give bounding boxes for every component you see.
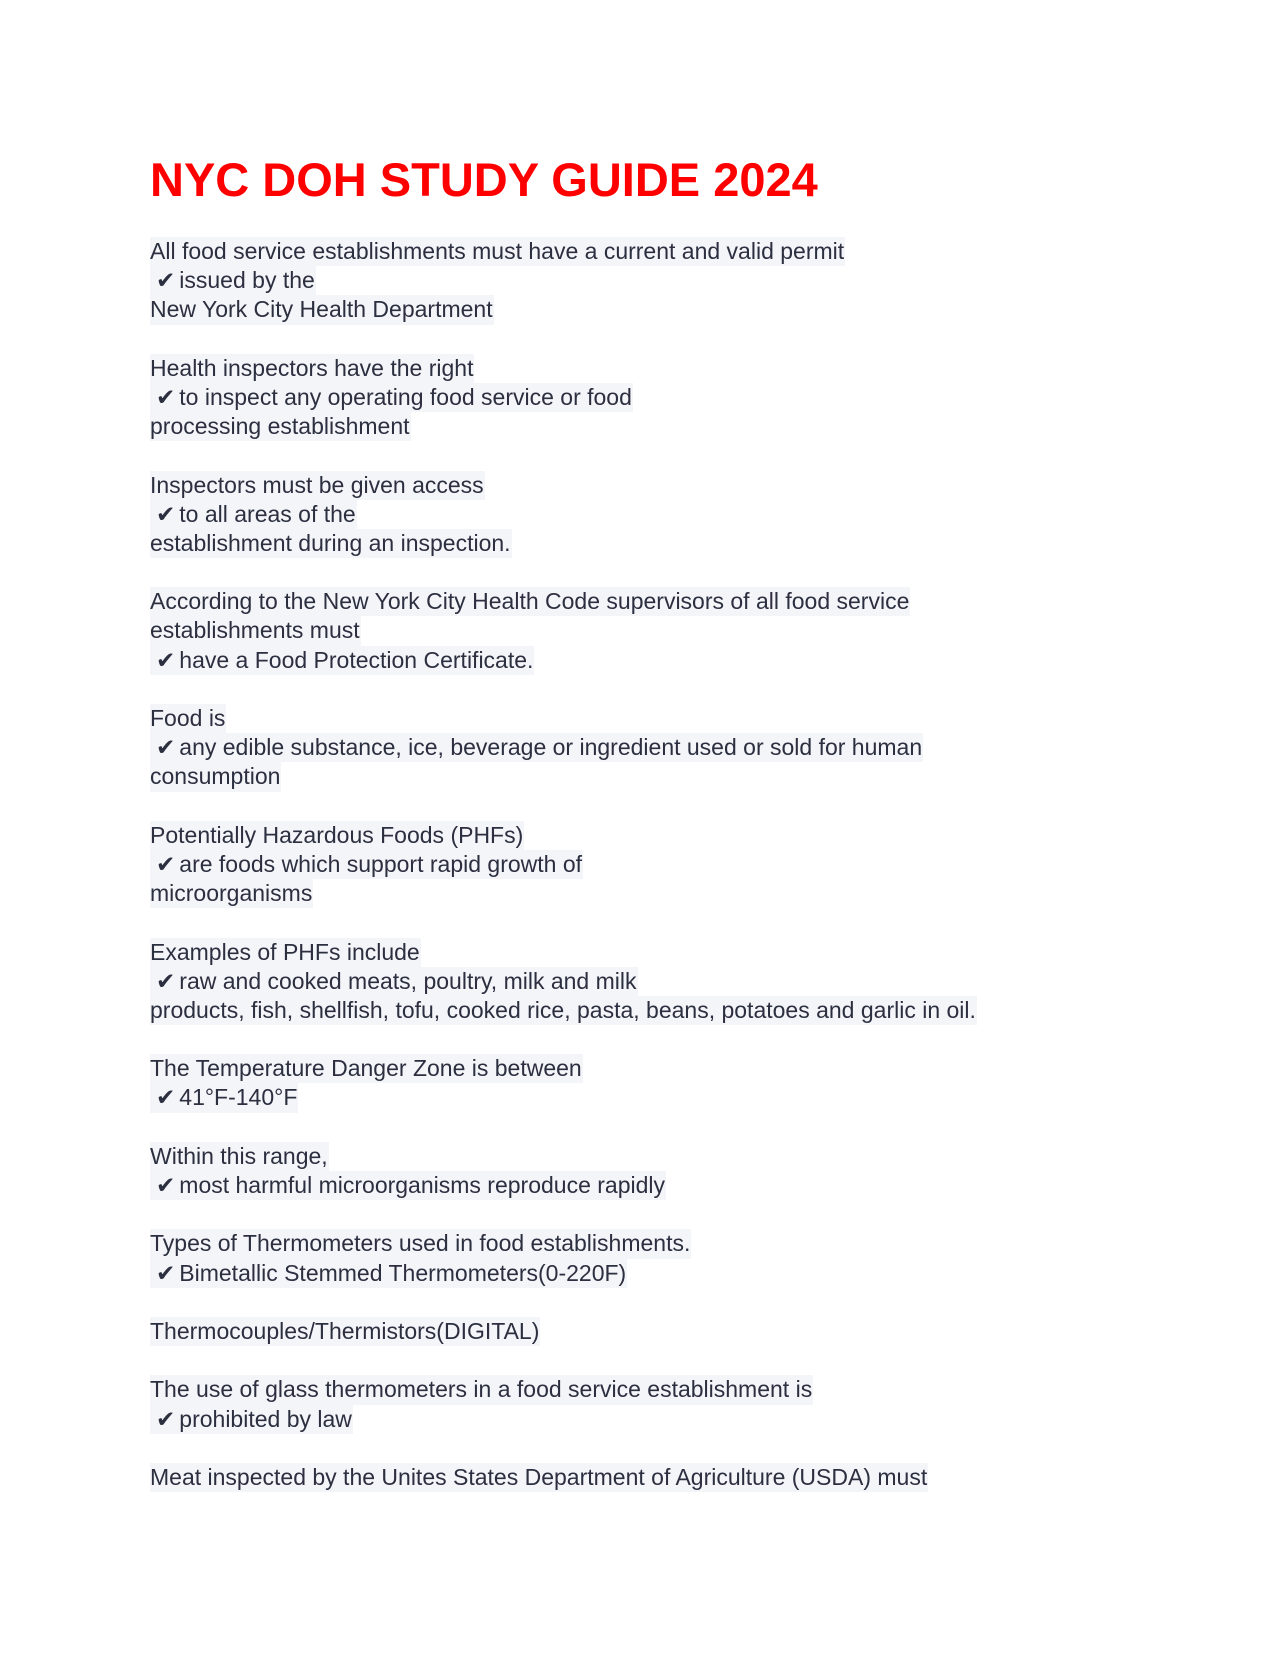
qa-paragraph: [150, 938, 977, 1026]
text-highlight: [150, 1405, 353, 1434]
line-text: Thermocouples/Thermistors(DIGITAL): [150, 1317, 540, 1344]
qa-paragraph: [150, 1054, 977, 1112]
line-text: The use of glass thermometers in a food service establishment is: [150, 1376, 813, 1403]
checkmark-icon: ✔: [156, 734, 176, 761]
line-text: any edible substance, ice, beverage or ingredient used or sold for human: [179, 734, 923, 761]
line-text: Within this range,: [150, 1142, 328, 1169]
text-highlight: [150, 733, 923, 762]
question-line: [150, 938, 977, 967]
line-text: According to the New York City Health Code supervisors of all food service: [150, 588, 910, 615]
text-highlight: [150, 938, 421, 967]
checkmark-icon: ✔: [156, 500, 176, 527]
question-line: [150, 1054, 977, 1083]
line-text: have a Food Protection Certificate.: [179, 646, 534, 673]
question-line: [150, 1142, 977, 1171]
question-line: [150, 237, 977, 266]
text-highlight: [150, 412, 411, 441]
answer-line: [150, 383, 977, 412]
answer-line: [150, 967, 977, 996]
text-highlight: [150, 354, 474, 383]
text-highlight: [150, 1229, 691, 1258]
line-text: Bimetallic Stemmed Thermometers(0-220F): [179, 1259, 627, 1286]
text-highlight: [150, 1171, 666, 1200]
line-text: are foods which support rapid growth of: [179, 850, 583, 877]
line-text: Meat inspected by the Unites States Department of Agriculture (USDA) must: [150, 1463, 928, 1490]
line-text: The Temperature Danger Zone is between: [150, 1055, 582, 1082]
text-highlight: [150, 704, 226, 733]
question-line: [150, 1463, 977, 1492]
text-highlight: [150, 967, 638, 996]
line-text: establishments must: [150, 617, 360, 644]
text-highlight: [150, 529, 512, 558]
text-highlight: [150, 646, 534, 675]
checkmark-icon: ✔: [156, 1084, 176, 1111]
text-highlight: [150, 1317, 540, 1346]
page-title: NYC DOH STUDY GUIDE 2024: [150, 153, 818, 206]
question-line: [150, 704, 977, 733]
question-line: [150, 587, 977, 616]
answer-line: [150, 1083, 977, 1112]
checkmark-icon: ✔: [156, 383, 176, 410]
checkmark-icon: ✔: [156, 646, 176, 673]
question-line: [150, 996, 977, 1025]
line-text: to inspect any operating food service or food: [179, 383, 632, 410]
answer-line: [150, 266, 977, 295]
text-highlight: [150, 1083, 298, 1112]
line-text: raw and cooked meats, poultry, milk and milk: [179, 967, 637, 994]
line-text: Inspectors must be given access: [150, 471, 484, 498]
text-highlight: [150, 1375, 813, 1404]
text-highlight: [150, 237, 845, 266]
qa-paragraph: [150, 1463, 977, 1492]
question-line: [150, 762, 977, 791]
line-text: prohibited by law: [179, 1405, 352, 1432]
answer-line: [150, 1171, 977, 1200]
text-highlight: [150, 850, 583, 879]
line-text: Examples of PHFs include: [150, 938, 420, 965]
question-line: [150, 1375, 977, 1404]
text-highlight: [150, 1142, 329, 1171]
line-text: Food is: [150, 705, 226, 731]
qa-paragraph: [150, 1375, 977, 1433]
text-highlight: [150, 821, 524, 850]
qa-paragraph: [150, 354, 977, 442]
qa-paragraph: [150, 237, 977, 325]
checkmark-icon: ✔: [156, 1259, 176, 1286]
text-highlight: [150, 1463, 928, 1492]
checkmark-icon: ✔: [156, 850, 176, 877]
text-highlight: [150, 1259, 627, 1288]
question-line: [150, 295, 977, 324]
qa-paragraph: [150, 704, 977, 792]
study-guide-body: [150, 237, 977, 1521]
question-line: [150, 354, 977, 383]
text-highlight: [150, 266, 316, 295]
checkmark-icon: ✔: [156, 967, 176, 994]
line-text: establishment during an inspection.: [150, 529, 511, 556]
text-highlight: [150, 996, 977, 1025]
text-highlight: [150, 587, 910, 616]
line-text: consumption: [150, 763, 281, 790]
text-highlight: [150, 1054, 583, 1083]
question-line: [150, 821, 977, 850]
answer-line: [150, 646, 977, 675]
line-text: Types of Thermometers used in food establishments.: [150, 1230, 691, 1257]
answer-line: [150, 1405, 977, 1434]
line-text: All food service establishments must have a current and valid permit: [150, 238, 845, 264]
answer-line: [150, 733, 977, 762]
qa-paragraph: [150, 1142, 977, 1200]
question-line: [150, 879, 977, 908]
qa-paragraph: [150, 1317, 977, 1346]
line-text: products, fish, shellfish, tofu, cooked rice, pasta, beans, potatoes and garlic in oil.: [150, 996, 976, 1023]
line-text: most harmful microorganisms reproduce rapidly: [179, 1172, 666, 1198]
text-highlight: [150, 471, 485, 500]
qa-paragraph: [150, 821, 977, 909]
answer-line: [150, 1259, 977, 1288]
text-highlight: [150, 616, 361, 645]
question-line: [150, 1317, 977, 1346]
checkmark-icon: ✔: [156, 1172, 176, 1198]
question-line: [150, 616, 977, 645]
line-text: 41°F-140°F: [179, 1084, 298, 1111]
line-text: Potentially Hazardous Foods (PHFs): [150, 821, 524, 848]
checkmark-icon: ✔: [156, 1405, 176, 1432]
question-line: [150, 1229, 977, 1258]
text-highlight: [150, 500, 357, 529]
line-text: New York City Health Department: [150, 296, 493, 323]
qa-paragraph: [150, 471, 977, 559]
line-text: microorganisms: [150, 880, 313, 907]
text-highlight: [150, 295, 494, 324]
line-text: to all areas of the: [179, 500, 356, 527]
qa-paragraph: [150, 587, 977, 675]
text-highlight: [150, 879, 313, 908]
answer-line: [150, 500, 977, 529]
checkmark-icon: ✔: [156, 267, 176, 294]
answer-line: [150, 850, 977, 879]
text-highlight: [150, 383, 633, 412]
line-text: processing establishment: [150, 413, 410, 440]
text-highlight: [150, 762, 281, 791]
question-line: [150, 412, 977, 441]
line-text: Health inspectors have the right: [150, 354, 474, 381]
question-line: [150, 529, 977, 558]
line-text: issued by the: [179, 267, 315, 294]
question-line: [150, 471, 977, 500]
qa-paragraph: [150, 1229, 977, 1287]
